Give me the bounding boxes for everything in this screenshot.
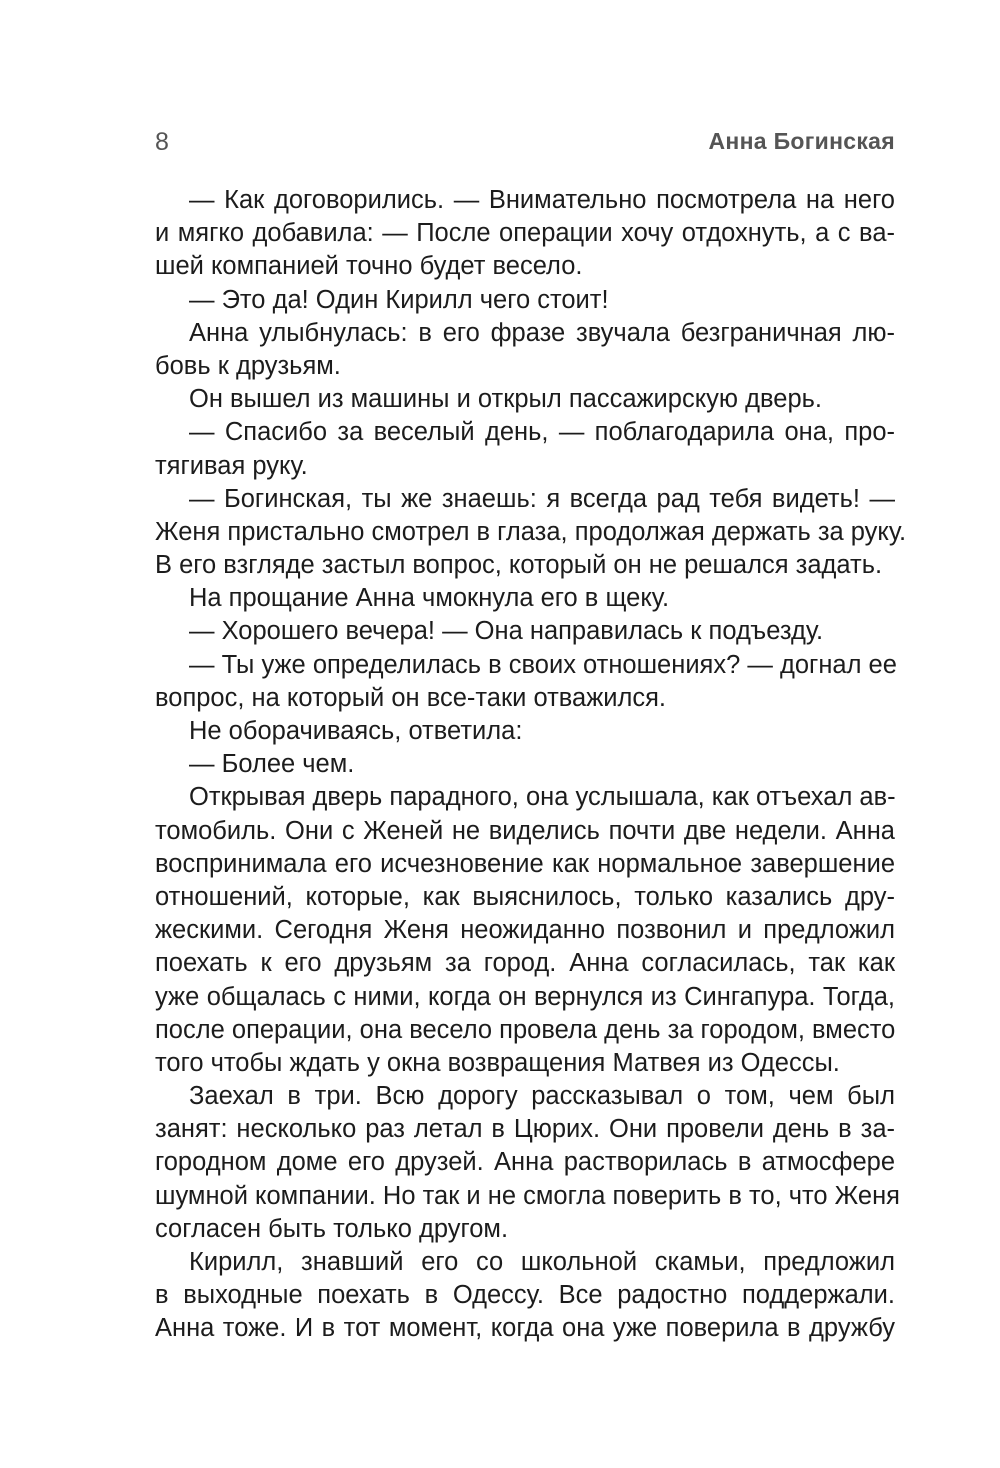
text-line: Он вышел из машины и открыл пассажирскую дверь.	[189, 385, 823, 414]
text-line: — Богинская, ты же знаешь: я всегда рад тебя видеть! —	[189, 484, 895, 513]
text-line: — Более чем.	[189, 750, 355, 779]
text-line: — Это да! Один Кирилл чего стоит!	[189, 285, 609, 314]
text-line: и мягко добавила: — После операции хочу отдохнуть, а с ва-	[155, 219, 895, 248]
text-line: В его взгляде застыл вопрос, который он не решался задать.	[155, 551, 883, 580]
text-line: бовь к друзьям.	[155, 351, 341, 380]
text-line: томобиль. Они с Женей не виделись почти две недели. Анна	[155, 816, 895, 845]
text-line: жескими. Сегодня Женя неожиданно позвонил и предложил	[155, 916, 895, 945]
text-line: Женя пристально смотрел в глаза, продолжая держать за руку.	[155, 517, 907, 546]
page-number: 8	[155, 128, 170, 156]
text-line: уже общалась с ними, когда он вернулся из Сингапура. Тогда,	[155, 982, 895, 1011]
text-line: На прощание Анна чмокнула его в щеку.	[189, 584, 670, 613]
text-line: Кирилл, знавший его со школьной скамьи, предложил	[189, 1248, 895, 1276]
text-line: согласен быть только другом.	[155, 1214, 509, 1243]
text-line: Заехал в три. Всю дорогу рассказывал о том, чем был	[189, 1082, 895, 1111]
text-line: — Как договорились. — Внимательно посмотрела на него	[189, 186, 895, 214]
text-line: поехать к его друзьям за город. Анна согласилась, так как	[155, 949, 895, 978]
text-line: Анна тоже. И в тот момент, когда она уже поверила в дружбу	[155, 1314, 895, 1343]
text-line: отношений, которые, как выяснилось, только казались дру-	[155, 882, 895, 911]
text-line: — Спасибо за веселый день, — поблагодарила она, про-	[189, 418, 895, 447]
text-line: того чтобы ждать у окна возвращения Матвея из Одессы.	[155, 1048, 840, 1077]
text-line: занят: несколько раз летал в Цюрих. Они провели день в за-	[155, 1115, 895, 1144]
text-line: в выходные поехать в Одессу. Все радостно поддержали.	[155, 1281, 895, 1310]
text-line: вопрос, на который он все-таки отважился.	[155, 683, 667, 712]
text-line: Открывая дверь парадного, она услышала, как отъехал ав-	[189, 783, 896, 812]
text-line: после операции, она весело провела день за городом, вместо	[155, 1015, 896, 1044]
running-head-author: Анна Богинская	[708, 128, 895, 154]
body-text	[155, 184, 907, 1346]
text-line: Не оборачиваясь, ответила:	[189, 717, 523, 745]
text-line: шумной компании. Но так и не смогла поверить в то, что Женя	[155, 1181, 900, 1210]
page-header	[155, 128, 895, 158]
text-line: тягивая руку.	[155, 451, 308, 480]
text-line: Анна улыбнулась: в его фразе звучала безграничная лю-	[189, 318, 895, 347]
text-line: — Ты уже определилась в своих отношениях? — догнал ее	[189, 650, 897, 679]
text-line: — Хорошего вечера! — Она направилась к подъезду.	[189, 617, 824, 646]
text-line: шей компанией точно будет весело.	[155, 252, 583, 281]
text-line: городном доме его друзей. Анна растворилась в атмосфере	[155, 1148, 895, 1177]
text-line: воспринимала его исчезновение как нормальное завершение	[155, 849, 895, 878]
